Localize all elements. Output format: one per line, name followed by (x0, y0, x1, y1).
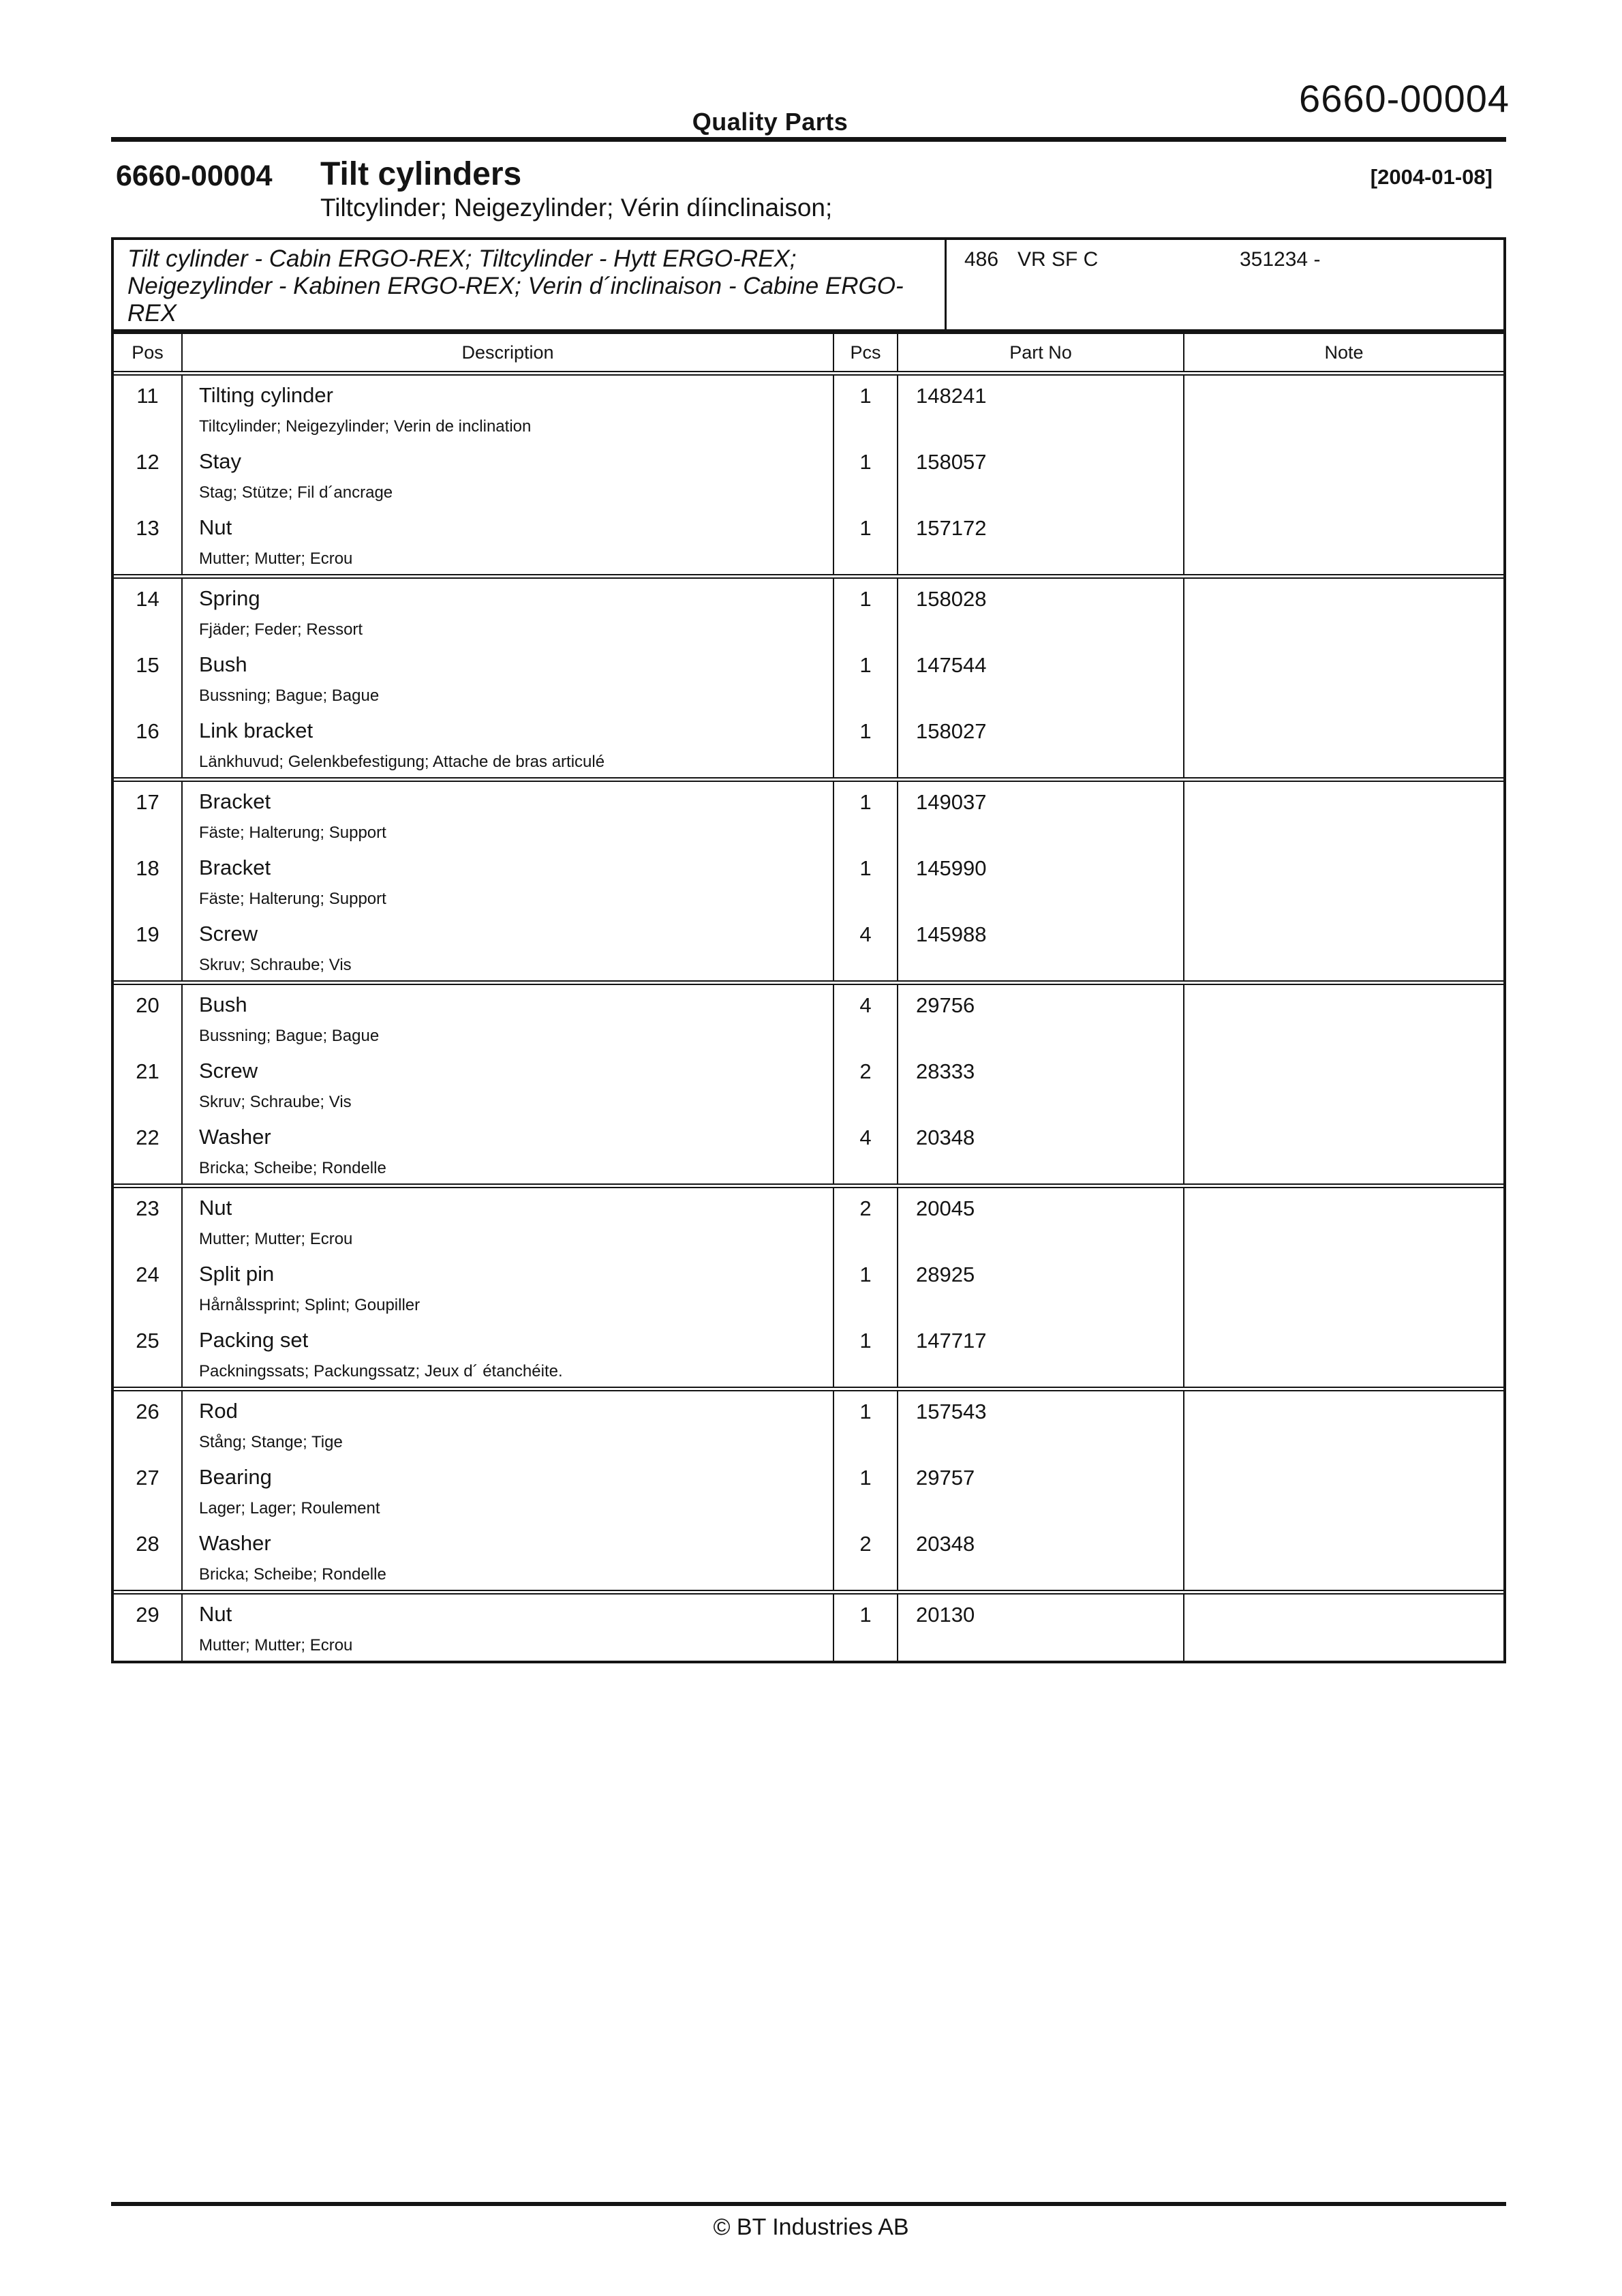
description-cell (182, 780, 833, 849)
note-cell (1184, 1051, 1503, 1117)
pos-cell: 25 (136, 1329, 159, 1353)
pcs-cell: 1 (833, 577, 898, 646)
pos-cell: 27 (136, 1466, 159, 1490)
description-cell (182, 1320, 833, 1389)
part-no-cell: 147544 (898, 645, 1184, 711)
description-translations: Bricka; Scheibe; Rondelle (199, 1565, 386, 1584)
description-translations: Bussning; Bague; Bague (199, 686, 380, 705)
pcs-cell: 1 (833, 374, 898, 442)
page-subtitle: Tiltcylinder; Neigezylinder; Vérin díinclinaison; (320, 194, 833, 222)
description-translations: Fäste; Halterung; Support (199, 824, 386, 842)
description-title: Bearing (199, 1465, 272, 1489)
pcs-cell: 1 (833, 645, 898, 711)
pcs-cell: 4 (833, 914, 898, 983)
description-cell (182, 914, 833, 983)
description-translations: Tiltcylinder; Neigezylinder; Verin de inclination (199, 417, 532, 436)
column-header-description: Description (182, 334, 833, 374)
description-cell (182, 1254, 833, 1320)
part-no-cell: 148241 (898, 374, 1184, 442)
pos-cell: 16 (136, 719, 159, 743)
part-row (114, 1254, 1503, 1320)
description-title: Bush (199, 993, 247, 1016)
description-title: Washer (199, 1531, 271, 1555)
part-row (114, 1051, 1503, 1117)
pcs-cell: 1 (833, 1389, 898, 1458)
description-translations: Lager; Lager; Roulement (199, 1499, 380, 1517)
parts-table (111, 331, 1506, 1663)
part-no-cell: 145988 (898, 914, 1184, 983)
part-row (114, 508, 1503, 577)
part-row (114, 983, 1503, 1052)
pcs-cell: 4 (833, 983, 898, 1052)
description-cell (182, 374, 833, 442)
page-title: Tilt cylinders (320, 156, 522, 192)
description-cell (182, 848, 833, 914)
description-title: Nut (199, 1602, 232, 1626)
parts-group (114, 1592, 1503, 1661)
description-title: Link bracket (199, 719, 313, 742)
part-row (114, 1389, 1503, 1458)
note-cell (1184, 508, 1503, 577)
note-cell (1184, 374, 1503, 442)
parts-group (114, 1389, 1503, 1592)
note-cell (1184, 848, 1503, 914)
pos-cell: 11 (136, 384, 159, 408)
column-header-pcs: Pcs (833, 334, 898, 374)
page-number: 6660-00004 (1299, 77, 1510, 120)
pcs-cell: 1 (833, 780, 898, 849)
document-number: 6660-00004 (116, 160, 273, 192)
part-no-cell: 157172 (898, 508, 1184, 577)
note-cell (1184, 711, 1503, 780)
description-translations: Stag; Stütze; Fil d´ancrage (199, 483, 393, 502)
pos-cell: 21 (136, 1059, 159, 1083)
parts-group (114, 1186, 1503, 1389)
pos-cell: 23 (114, 1186, 182, 1255)
description-translations: Fjäder; Feder; Ressort (199, 620, 363, 639)
note-cell (1184, 645, 1503, 711)
description-title: Bracket (199, 789, 271, 813)
parts-group (114, 983, 1503, 1186)
pcs-cell: 2 (833, 1524, 898, 1592)
part-row (114, 1117, 1503, 1186)
pcs-cell: 4 (833, 1117, 898, 1186)
note-cell (1184, 983, 1503, 1052)
description-translations: Bussning; Bague; Bague (199, 1027, 380, 1045)
header-rule (111, 137, 1506, 142)
part-no-cell: 29757 (898, 1457, 1184, 1524)
model-code: VR SF C (1017, 248, 1099, 271)
part-no-cell: 158028 (898, 577, 1184, 646)
parts-table-grid (114, 334, 1503, 1661)
parts-group (114, 780, 1503, 983)
part-no-cell: 28925 (898, 1254, 1184, 1320)
description-translations: Länkhuvud; Gelenkbefestigung; Attache de bras articulé (199, 753, 605, 771)
column-header-note: Note (1184, 334, 1503, 374)
brand-header: Quality Parts (692, 108, 848, 136)
part-no-cell: 20130 (898, 1592, 1184, 1661)
description-title: Rod (199, 1399, 238, 1423)
pcs-cell: 1 (833, 1457, 898, 1524)
note-cell (1184, 1457, 1503, 1524)
part-row (114, 780, 1503, 849)
pcs-cell: 1 (833, 442, 898, 508)
pos-cell: 20 (114, 983, 182, 1052)
figure-code: 486 (964, 248, 999, 271)
table-header-row (114, 334, 1503, 374)
description-title: Nut (199, 1196, 232, 1220)
revision-date: [2004-01-08] (1370, 165, 1493, 189)
part-no-cell: 28333 (898, 1051, 1184, 1117)
part-no-cell: 145990 (898, 848, 1184, 914)
part-row (114, 1524, 1503, 1592)
part-no-cell: 20348 (898, 1117, 1184, 1186)
description-translations: Mutter; Mutter; Ecrou (199, 1230, 353, 1248)
part-row (114, 848, 1503, 914)
description-cell (182, 1524, 833, 1592)
description-translations: Mutter; Mutter; Ecrou (199, 549, 353, 568)
parts-group (114, 374, 1503, 577)
note-cell (1184, 914, 1503, 983)
pcs-cell: 1 (833, 1592, 898, 1661)
description-translations: Stång; Stange; Tige (199, 1433, 343, 1451)
pos-cell: 22 (136, 1126, 159, 1149)
pcs-cell: 1 (833, 848, 898, 914)
pcs-cell: 2 (833, 1051, 898, 1117)
description-cell (182, 442, 833, 508)
part-no-cell: 158027 (898, 711, 1184, 780)
note-cell (1184, 1254, 1503, 1320)
pcs-cell: 1 (833, 508, 898, 577)
part-row (114, 914, 1503, 983)
description-title: Split pin (199, 1262, 275, 1286)
part-row (114, 442, 1503, 508)
pos-cell: 28 (136, 1532, 159, 1556)
description-title: Nut (199, 515, 232, 539)
pcs-cell: 2 (833, 1186, 898, 1255)
note-cell (1184, 1592, 1503, 1661)
note-cell (1184, 1320, 1503, 1389)
description-title: Stay (199, 449, 242, 473)
note-cell (1184, 1389, 1503, 1458)
description-translations: Hårnålssprint; Splint; Goupiller (199, 1296, 420, 1314)
description-cell (182, 577, 833, 646)
part-no-cell: 157543 (898, 1389, 1184, 1458)
description-title: Bracket (199, 856, 271, 879)
pos-cell: 15 (136, 653, 159, 677)
column-header-part-no: Part No (898, 334, 1184, 374)
part-row (114, 1592, 1503, 1661)
pcs-cell: 1 (833, 1320, 898, 1389)
description-cell (182, 645, 833, 711)
pos-cell: 13 (136, 516, 159, 540)
description-title: Screw (199, 1059, 258, 1083)
description-title: Packing set (199, 1328, 309, 1352)
pos-cell: 19 (136, 922, 159, 946)
description-cell (182, 1051, 833, 1117)
note-cell (1184, 442, 1503, 508)
part-row (114, 711, 1503, 780)
part-row (114, 1320, 1503, 1389)
pos-cell: 24 (136, 1263, 159, 1286)
description-title: Tilting cylinder (199, 383, 333, 407)
pos-cell: 29 (114, 1592, 182, 1661)
description-translations: Skruv; Schraube; Vis (199, 956, 352, 974)
column-header-pos: Pos (114, 334, 182, 374)
part-row (114, 1457, 1503, 1524)
part-row (114, 645, 1503, 711)
note-cell (1184, 1186, 1503, 1255)
description-title: Screw (199, 922, 258, 946)
note-cell (1184, 1117, 1503, 1186)
assembly-info-box (111, 237, 1506, 332)
part-row (114, 577, 1503, 646)
part-no-cell: 20348 (898, 1524, 1184, 1592)
description-translations: Fäste; Halterung; Support (199, 890, 386, 908)
description-cell (182, 1457, 833, 1524)
description-translations: Mutter; Mutter; Ecrou (199, 1636, 353, 1655)
description-cell (182, 508, 833, 577)
part-no-cell: 20045 (898, 1186, 1184, 1255)
assembly-description: Tilt cylinder - Cabin ERGO-REX; Tiltcylinder - Hytt ERGO-REX; Neigezylinder - Kabinen ERGO-REX; Verin d´inclinaison - Cabine ERGO-REX (114, 240, 947, 329)
description-translations: Skruv; Schraube; Vis (199, 1093, 352, 1111)
pos-cell: 12 (136, 450, 159, 474)
part-row (114, 1186, 1503, 1255)
pos-cell: 17 (114, 780, 182, 849)
part-no-cell: 149037 (898, 780, 1184, 849)
note-cell (1184, 577, 1503, 646)
description-title: Bush (199, 652, 247, 676)
description-title: Washer (199, 1125, 271, 1149)
note-cell (1184, 780, 1503, 849)
description-cell (182, 1592, 833, 1661)
serial-range: 351234 - (1240, 248, 1321, 271)
description-translations: Bricka; Scheibe; Rondelle (199, 1159, 386, 1177)
pcs-cell: 1 (833, 711, 898, 780)
footer-rule (111, 2202, 1506, 2206)
pos-cell: 18 (136, 856, 159, 880)
pos-cell: 14 (114, 577, 182, 646)
part-row (114, 374, 1503, 442)
part-no-cell: 158057 (898, 442, 1184, 508)
note-cell (1184, 1524, 1503, 1592)
parts-group (114, 577, 1503, 780)
description-cell (182, 1117, 833, 1186)
pos-cell: 26 (114, 1389, 182, 1458)
description-title: Spring (199, 586, 260, 610)
footer-copyright: © BT Industries AB (713, 2214, 909, 2240)
assembly-meta (947, 240, 1503, 329)
description-cell (182, 1186, 833, 1255)
description-cell (182, 1389, 833, 1458)
description-translations: Packningssats; Packungssatz; Jeux d´ étanchéite. (199, 1362, 563, 1380)
part-no-cell: 29756 (898, 983, 1184, 1052)
part-no-cell: 147717 (898, 1320, 1184, 1389)
pcs-cell: 1 (833, 1254, 898, 1320)
description-cell (182, 983, 833, 1052)
description-cell (182, 711, 833, 780)
